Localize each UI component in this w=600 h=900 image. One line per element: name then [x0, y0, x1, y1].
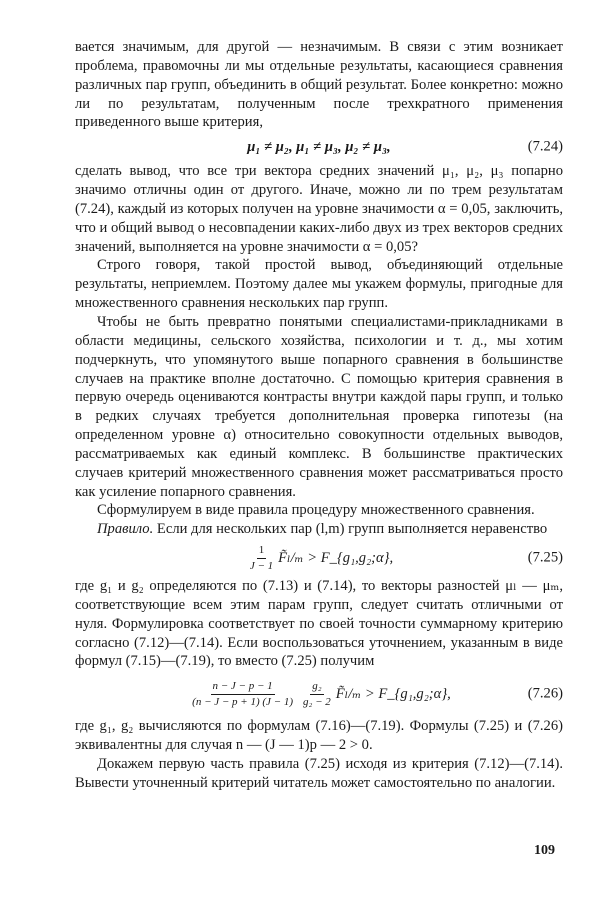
paragraph-5: Сформулируем в виде правила процедуру множественного сравнения. [97, 502, 535, 519]
formula-7-25-numerator: 1 [257, 544, 267, 559]
formula-7-25-number: (7.25) [527, 549, 563, 566]
formula-7-25-expr: F̃ₗ/ₘ > F_{g₁,g₂;α}, [278, 549, 394, 566]
paragraph-8: где g₁, g₂ вычисляются по формулам (7.16)—(7.19). Формулы (7.25) и (7.26) эквивалентны для случая n — (J — 1)p — 2 > 0. [75, 718, 563, 754]
paragraph-3: Строго говоря, такой простой вывод, объединяющий отдельные результаты, неприемлем. Поэтому далее мы укажем формулы, пригодные для множественного сравнения нескольких пар групп. [75, 257, 563, 312]
page-body [75, 38, 563, 793]
paragraph-9: Докажем первую часть правила (7.25) исходя из критерия (7.12)—(7.14). Вывести уточненный критерий читатель может самостоятельно по аналогии. [75, 756, 563, 791]
paragraph-2: сделать вывод, что все три вектора средних значений μ₁, μ₂, μ₃ попарно значимо отличны один от другого. Иначе, можно ли по трем результатам (7.24), каждый из которых получен на уровне значимости α = 0,05, заключить, что и общий вывод о несовпадении каких-либо двух из трех векторов средних значений, выполняется на уровне значимости α = 0,05? [75, 163, 563, 255]
formula-7-25 [75, 539, 563, 577]
formula-7-24-expr: μ₁ ≠ μ₂, μ₁ ≠ μ₃, μ₂ ≠ μ₃, [247, 138, 391, 155]
formula-7-26-fraction-1-numerator: n − J − p − 1 [211, 680, 275, 695]
formula-7-24 [75, 132, 563, 162]
paragraph-6 [75, 520, 563, 539]
formula-7-26-fraction-2 [301, 680, 333, 709]
formula-7-26-fraction-1-denominator: (n − J − p + 1) (J − 1) [192, 695, 294, 708]
rule-text: Если для нескольких пар (l,m) групп выполняется неравенство [156, 521, 548, 538]
formula-7-24-number: (7.24) [527, 138, 563, 155]
formula-7-26-fraction-2-numerator: g₂ [310, 680, 323, 695]
formula-7-26-number: (7.26) [527, 685, 563, 702]
formula-7-26 [75, 671, 563, 717]
page-number: 109 [534, 843, 555, 858]
formula-7-26-expr: F̃ₗ/ₘ > F_{g₁,g₂;α}, [335, 685, 451, 702]
formula-7-25-denominator: J − 1 [249, 559, 274, 572]
formula-7-26-fraction-1 [190, 680, 295, 709]
paragraph-1: вается значимым, для другой — незначимым. В связи с этим возникает проблема, правомочны ли мы отдельные результаты, касающиеся сравнения различных пар групп, объединить в общий результат. Более конкретно: можно ли по результатам, полученным после трехкратного применения приведенного выше критерия, [75, 39, 563, 131]
paragraph-7: где g₁ и g₂ определяются по (7.13) и (7.14), то векторы разностей μₗ — μₘ, соответствующие всем этим парам групп, следует считать отличными от нуля. Формулировка соответствует по своей точности суммарному критерию согласно (7.12)—(7.14). Если воспользоваться уточнением, указанным в виде формул (7.15)—(7.19), то вместо (7.25) получим [75, 578, 563, 670]
formula-7-25-fraction [248, 544, 275, 573]
paragraph-4: Чтобы не быть превратно понятыми специалистами-прикладниками в области медицины, сельского хозяйства, психологии и т. д., мы хотим подчеркнуть, что упомянутого выше попарного сравнения в большинстве случаев на практике вполне достаточно. С помощью критерия сравнения в первую очередь оцениваются контрасты внутри каждой пары групп, и только в редких случаях требуется дополнительная проверка гипотезы (на определенном уровне α) относительно совокупности отдельных выводов, рассматриваемых как единый комплекс. В большинстве практических случаев критерий множественного сравнения может рассматриваться просто как усиление попарного сравнения. [75, 313, 563, 500]
rule-label: Правило. [97, 521, 154, 538]
formula-7-26-fraction-2-denominator: g₂ − 2 [303, 695, 331, 708]
